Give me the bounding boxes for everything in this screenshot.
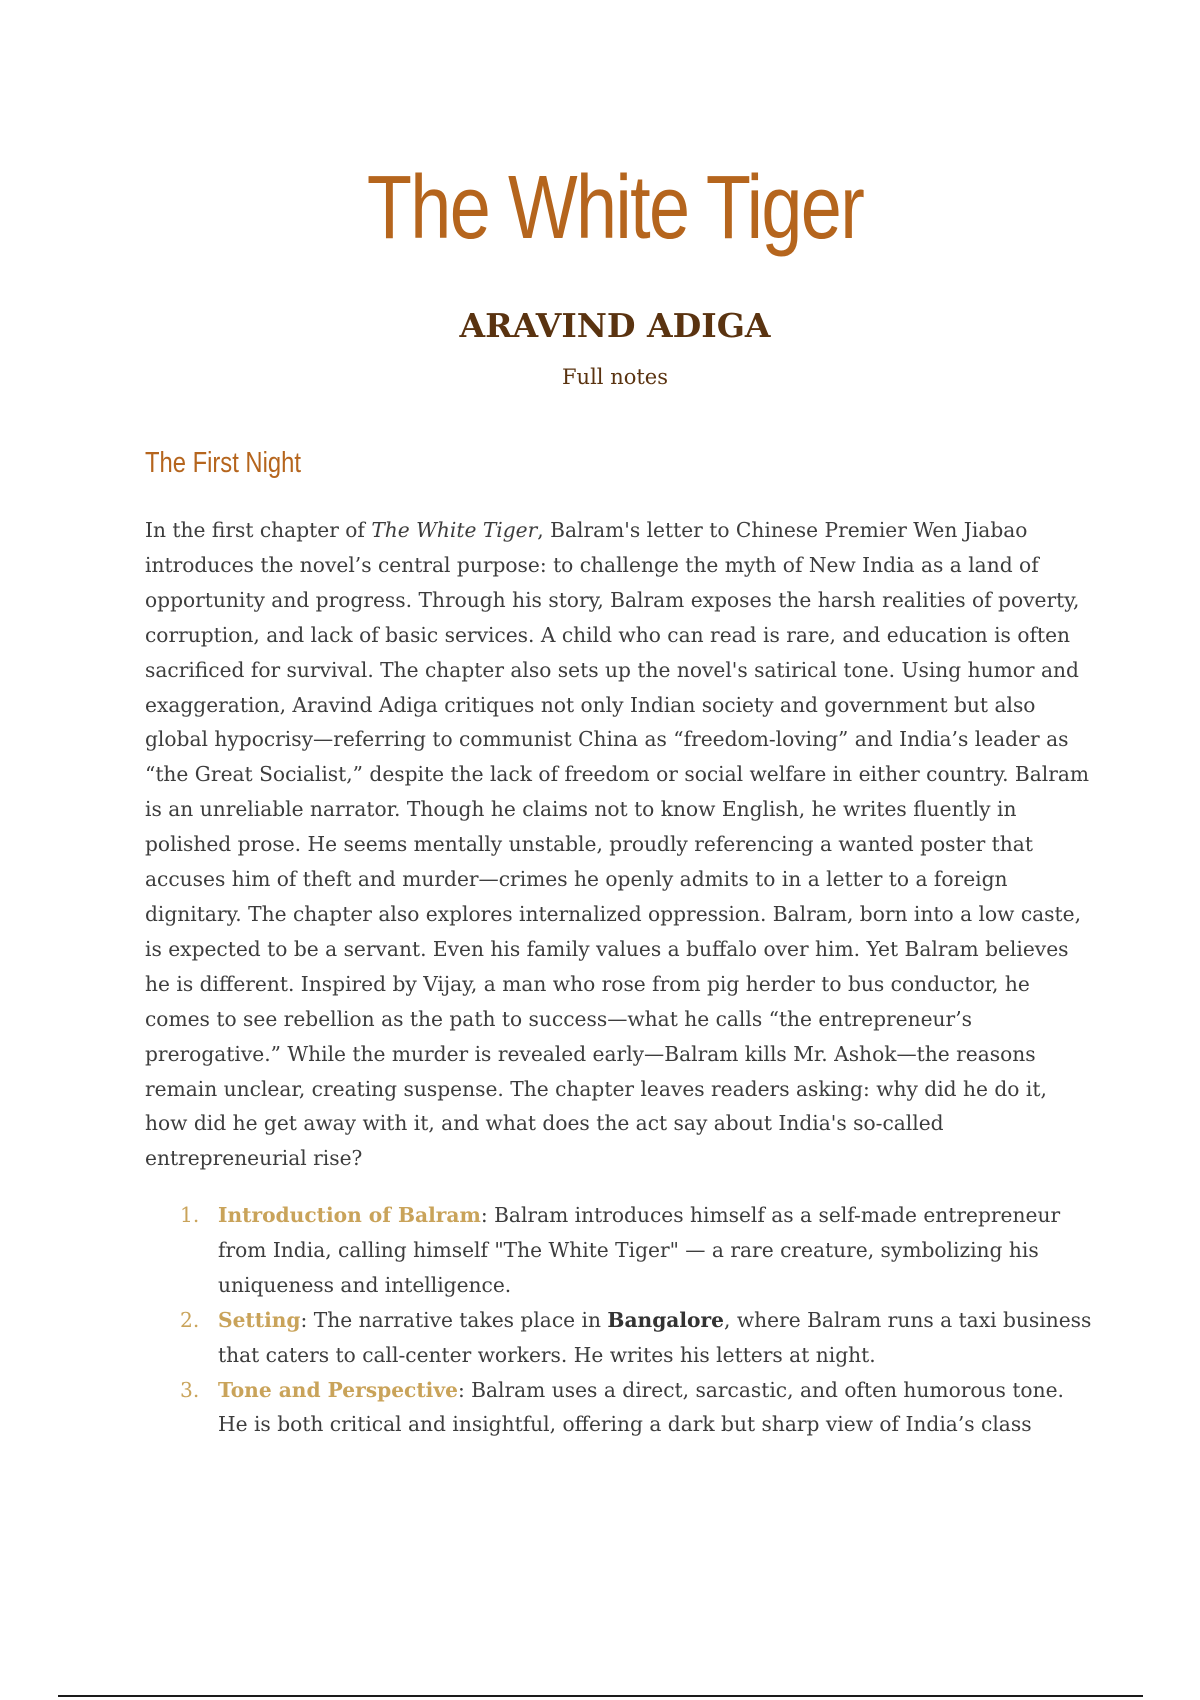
- book-title-italic: The White Tiger: [371, 518, 538, 542]
- list-item-text: Balram introduces himself as a self-made entrepreneur from India, calling himself "The White Tiger" — a rare creature, symbolizing his uniqueness and intelligence.: [218, 1203, 1061, 1297]
- list-item-text: The narrative takes place in: [313, 1307, 608, 1332]
- list-item-separator: :: [457, 1377, 472, 1402]
- list-item-term: Introduction of Balram: [218, 1203, 481, 1227]
- bottom-divider: [58, 1695, 1143, 1697]
- list-item-separator: :: [480, 1203, 495, 1227]
- section-heading: The First Night: [145, 447, 301, 479]
- list-item: [145, 1198, 1095, 1303]
- list-item: [145, 1373, 1095, 1443]
- list-item-number: 1.: [180, 1203, 200, 1227]
- list-item-text-after: , where Balram runs a taxi business that caters to call-center workers. He writes his letters at night.: [218, 1307, 1092, 1367]
- document-subtitle: Full notes: [561, 365, 668, 389]
- location-bold: Bangalore: [607, 1307, 725, 1332]
- list-item: [145, 1303, 1095, 1373]
- author-name: ARAVIND ADIGA: [459, 306, 771, 345]
- list-item-separator: :: [300, 1307, 314, 1332]
- list-item-term: Tone and Perspective: [218, 1377, 458, 1402]
- paragraph-text-rest: , Balram's letter to Chinese Premier Wen Jiabao introduces the novel’s central purpose: to challenge the myth of New India as a land of opportunity and progress. Through his story, Balram exposes the harsh realities of poverty, corruption, and lack of basic services. A child who can read is rare, and education is often sacrificed for survival. The chapter also sets up the novel's satirical tone. Using humor and exaggeration, Aravind Adiga critiques not only Indian society and government but also global hypocrisy—referring to communist China as “freedom-loving” and India’s leader as “the Great Socialist,” despite the lack of freedom or social welfare in either country. Balram is an unreliable narrator. Though he claims not to know English, he writes fluently in polished prose. He seems mentally unstable, proudly referencing a wanted poster that accuses him of theft and murder—crimes he openly admits to in a letter to a foreign dignitary. The chapter also explores internalized oppression. Balram, born into a low caste, is expected to be a servant. Even his family values a buffalo over him. Yet Balram believes he is different. Inspired by Vijay, a man who rose from pig herder to bus conductor, he comes to see rebellion as the path to success—what he calls “the entrepreneur’s prerogative.” While the murder is revealed early—Balram kills Mr. Ashok—the reasons remain unclear, creating suspense. The chapter leaves readers asking: why did he do it, how did he get away with it, and what does the act say about India's so-called entrepreneurial rise?: [145, 518, 1090, 1171]
- notes-list: [145, 1198, 1095, 1442]
- list-item-number: 2.: [180, 1307, 200, 1332]
- list-item-text: Balram uses a direct, sarcastic, and often humorous tone. He is both critical and insightful, offering a dark but sharp view of India’s class: [218, 1377, 1064, 1437]
- section-paragraph: [145, 513, 1095, 1176]
- list-item-term: Setting: [218, 1307, 301, 1332]
- document-title: The White Tiger: [366, 158, 864, 258]
- paragraph-text-start: In the first chapter of: [145, 518, 372, 542]
- list-item-number: 3.: [180, 1377, 200, 1402]
